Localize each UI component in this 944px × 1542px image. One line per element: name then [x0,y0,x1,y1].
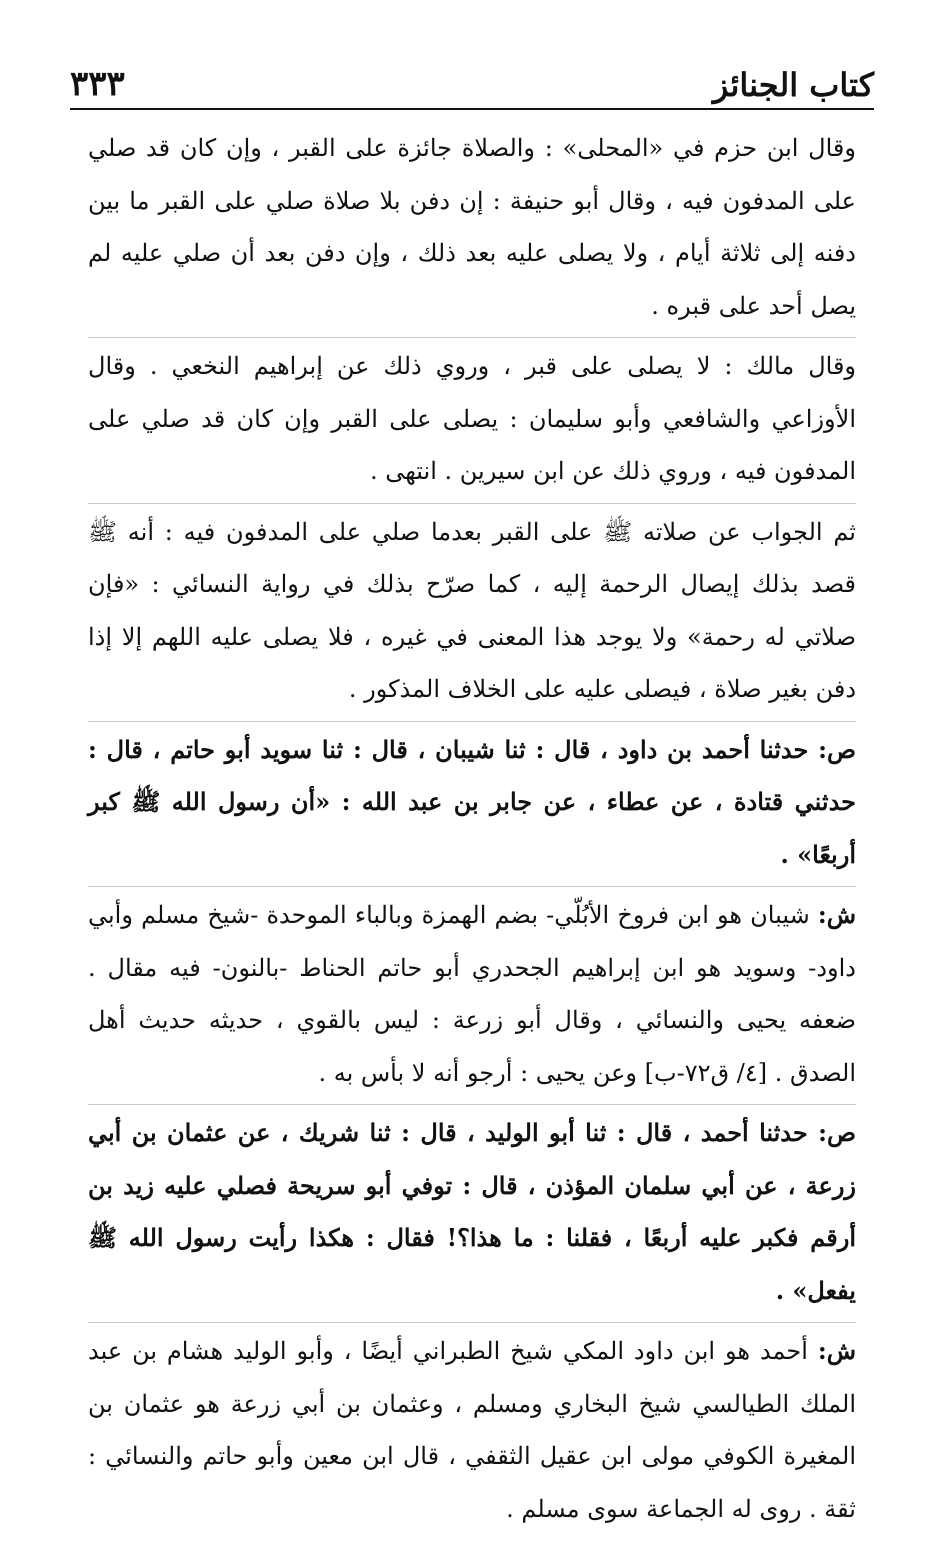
hadith-paragraph [88,1107,856,1323]
commentary-paragraph [88,889,856,1105]
paragraph-marker: ش: [817,1336,856,1365]
page-body [88,122,856,1542]
paragraph-text: حدثنا أحمد ، قال : ثنا أبو الوليد ، قال : ثنا شريك ، عن عثمان بن أبي زرعة ، عن أبي سلمان المؤذن ، قال : توفي أبو سريحة فصلي عليه زيد بن أرقم فكبر عليه أربعًا ، فقلنا : ما هذا؟! فقال : هكذا رأيت رسول الله ﷺ يفعل» . [88,1118,856,1305]
commentary-paragraph [88,1325,856,1540]
paragraph-text: شيبان هو ابن فروخ الأبُلّي- بضم الهمزة وبالباء الموحدة -شيخ مسلم وأبي داود- وسويد هو ابن إبراهيم الجحدري أبو حاتم الحناط -بالنون- فيه مقال . ضعفه يحيى والنسائي ، وقال أبو زرعة : ليس بالقوي ، حديثه حديث أهل الصدق . [٤/ ق٧٢-ب] وعن يحيى : أرجو أنه لا بأس به . [88,901,856,1087]
paragraph [88,122,856,338]
page-number: ٣٣٣ [70,64,125,104]
paragraph-marker: ص: [818,1118,857,1147]
paragraph-marker: ص: [818,734,856,764]
paragraph-text: أحمد هو ابن داود المكي شيخ الطبراني أيضًا ، وأبو الوليد هشام بن عبد الملك الطيالسي شيخ البخاري ومسلم ، وعثمان بن أبي زرعة هو عثمان بن المغيرة الكوفي مولى ابن عقيل الثقفي ، قال ابن معين وأبو حاتم والنسائي : ثقة . روى له الجماعة سوى مسلم . [88,1337,856,1523]
page-header [70,52,874,110]
paragraph-marker: ش: [817,900,856,929]
paragraph [88,506,856,722]
paragraph-text: وقال مالك : لا يصلى على قبر ، وروي ذلك عن إبراهيم النخعي . وقال الأوزاعي والشافعي وأبو سليمان : يصلى على القبر وإن كان قد صلي على المدفون فيه ، وروي ذلك عن ابن سيرين . انتهى . [88,352,856,485]
paragraph-text: وقال ابن حزم في «المحلى» : والصلاة جائزة على القبر ، وإن كان قد صلي على المدفون فيه ، وقال أبو حنيفة : إن دفن بلا صلاة صلي على القبر ما بين دفنه إلى ثلاثة أيام ، ولا يصلى عليه بعد ذلك ، وإن دفن بعد أن صلي عليه لم يصل أحد على قبره . [88,134,856,320]
paragraph-text: ثم الجواب عن صلاته ﷺ على القبر بعدما صلي على المدفون فيه : أنه ﷺ قصد بذلك إيصال الرحمة إليه ، كما صرّح بذلك في رواية النسائي : «فإن صلاتي له رحمة» ولا يوجد هذا المعنى في غيره ، فلا يصلى عليه اللهم إلا إذا دفن بغير صلاة ، فيصلى عليه على الخلاف المذكور . [88,517,856,703]
chapter-title: كتاب الجنائز [712,66,874,104]
paragraph [88,340,856,504]
paragraph-text: حدثنا أحمد بن داود ، قال : ثنا شيبان ، قال : ثنا سويد أبو حاتم ، قال : حدثني قتادة ، عن عطاء ، عن جابر بن عبد الله : «أن رسول الله ﷺ كبر أربعًا» . [88,734,856,869]
hadith-paragraph [88,724,856,888]
